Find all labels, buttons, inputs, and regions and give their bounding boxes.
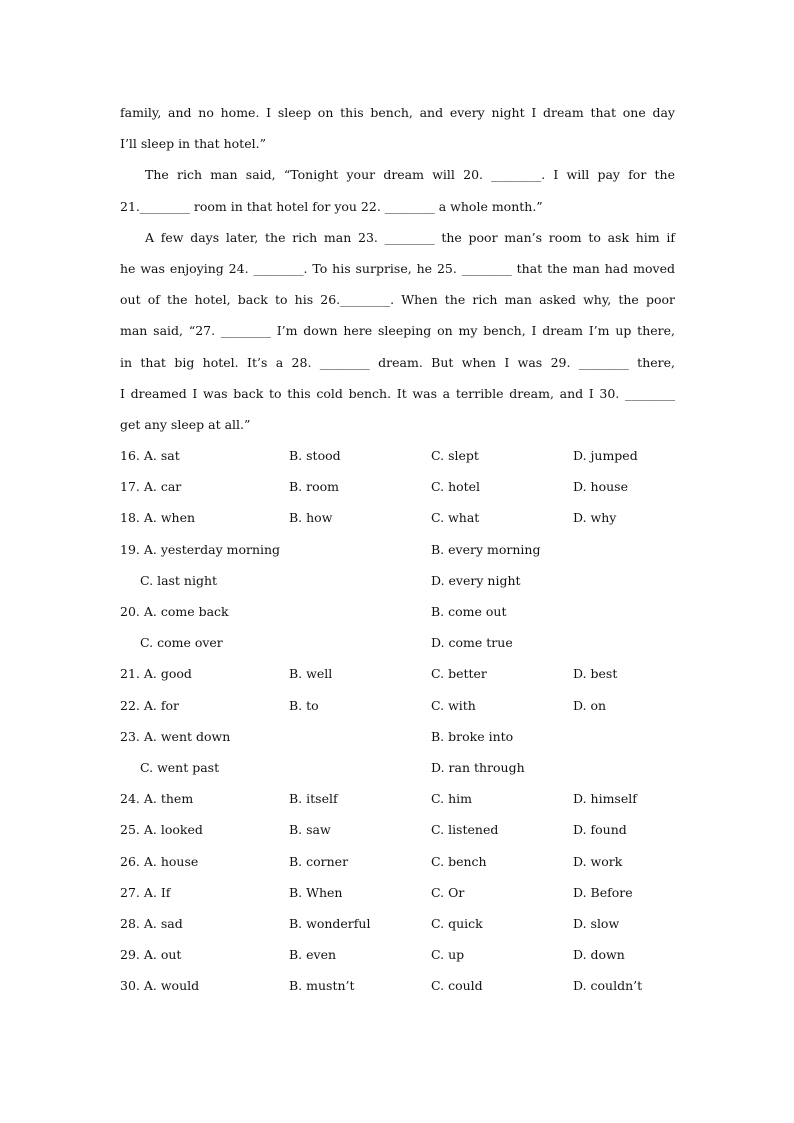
question-number: 28.: [120, 915, 140, 931]
question-option-d: D. himself: [573, 791, 637, 807]
question-option-d: D. found: [573, 822, 627, 838]
document-page: [120, 97, 675, 1001]
question-option-a: 24. A. them: [120, 791, 194, 807]
question-16: [120, 440, 675, 471]
question-25: [120, 814, 675, 845]
question-number: 16.: [120, 448, 140, 464]
question-21: [120, 658, 675, 689]
question-option-b: B. to: [289, 697, 319, 713]
question-option-c: C. could: [431, 978, 483, 994]
question-option-c: C. what: [431, 510, 480, 526]
question-option-d: D. couldn’t: [573, 978, 643, 994]
question-number: 21.: [120, 666, 140, 682]
question-19: [120, 534, 675, 565]
question-option-a: 27. A. If: [120, 884, 171, 900]
question-option-b: B. room: [289, 479, 340, 495]
question-23: [120, 721, 675, 752]
question-option-b: B. broke into: [431, 728, 514, 744]
question-option-d: D. come true: [431, 635, 513, 651]
question-option-d: D. ran through: [431, 759, 525, 775]
question-option-b: B. how: [289, 510, 333, 526]
question-option-c: C. quick: [431, 915, 483, 931]
question-list: [120, 440, 675, 1001]
question-17: [120, 471, 675, 502]
question-option-b: B. come out: [431, 604, 507, 619]
question-option-c: C. up: [431, 947, 465, 963]
question-option-d: D. slow: [573, 915, 620, 931]
question-option-c: C. bench: [431, 853, 487, 869]
passage-line: get any sleep at all.”: [120, 416, 251, 432]
question-22: [120, 690, 675, 721]
question-number: 27.: [120, 884, 140, 900]
question-24: [120, 783, 675, 814]
question-option-a: 25. A. looked: [120, 822, 203, 838]
question-option-d: D. Before: [573, 884, 633, 900]
question-option-d: D. jumped: [573, 448, 638, 464]
question-27: [120, 877, 675, 908]
question-option-a: 18. A. when: [120, 510, 196, 526]
question-option-c: C. slept: [431, 448, 479, 464]
question-option-b: B. itself: [289, 791, 338, 807]
question-26: [120, 846, 675, 877]
question-18: [120, 502, 675, 533]
question-19-continued: [120, 565, 675, 596]
question-option-a: 29. A. out: [120, 947, 182, 963]
question-option-d: D. why: [573, 510, 617, 526]
question-option-c: C. better: [431, 666, 487, 682]
question-option-d: D. on: [573, 697, 607, 713]
question-option-b: B. even: [289, 947, 337, 963]
question-option-c: C. come over: [140, 635, 223, 651]
question-option-c: C. listened: [431, 822, 499, 838]
passage-line: man said, “27. ________ I’m down here sleeping on my bench, I dream I’m up there,: [120, 323, 675, 339]
passage-line: family, and no home. I sleep on this bench, and every night I dream that one day: [120, 105, 675, 120]
question-20: [120, 596, 675, 627]
question-option-a: 21. A. good: [120, 666, 192, 682]
question-option-c: C. with: [431, 697, 476, 713]
question-number: 19.: [120, 541, 140, 557]
question-23-continued: [120, 752, 675, 783]
question-option-a: 20. A. come back: [120, 604, 229, 619]
question-option-d: D. every night: [431, 572, 521, 588]
question-option-d: D. work: [573, 853, 623, 869]
question-option-a: 17. A. car: [120, 479, 182, 495]
passage-line: in that big hotel. It’s a 28. ________ dream. But when I was 29. ________ there,: [120, 354, 675, 370]
question-30: [120, 970, 675, 1001]
passage: [120, 97, 675, 440]
question-option-a: 30. A. would: [120, 978, 200, 994]
question-option-b: B. When: [289, 884, 343, 900]
question-option-c: C. him: [431, 791, 472, 807]
question-number: 18.: [120, 510, 140, 526]
question-option-c: C. hotel: [431, 479, 481, 495]
question-option-b: B. stood: [289, 448, 341, 464]
question-28: [120, 908, 675, 939]
question-20-continued: [120, 627, 675, 658]
question-option-a: 23. A. went down: [120, 728, 231, 744]
question-option-a: 16. A. sat: [120, 448, 180, 464]
question-number: 25.: [120, 822, 140, 838]
question-number: 26.: [120, 853, 140, 869]
question-option-b: B. every morning: [431, 541, 541, 557]
question-number: 29.: [120, 947, 140, 963]
passage-line: A few days later, the rich man 23. ________ the poor man’s room to ask him if: [145, 229, 675, 245]
question-option-a: 26. A. house: [120, 853, 199, 869]
question-number: 30.: [120, 978, 140, 994]
question-option-b: B. mustn’t: [289, 978, 355, 994]
question-option-a: 19. A. yesterday morning: [120, 541, 281, 557]
question-number: 23.: [120, 728, 140, 744]
question-option-b: B. well: [289, 666, 333, 682]
question-option-c: C. Or: [431, 884, 465, 900]
question-option-b: B. wonderful: [289, 915, 371, 931]
question-number: 22.: [120, 697, 140, 713]
question-number: 20.: [120, 604, 140, 619]
question-option-a: 22. A. for: [120, 697, 179, 713]
passage-line: 21.________ room in that hotel for you 22. ________ a whole month.”: [120, 198, 543, 214]
question-option-c: C. last night: [140, 572, 218, 588]
passage-line: I’ll sleep in that hotel.”: [120, 136, 266, 152]
passage-line: out of the hotel, back to his 26.________. When the rich man asked why, the poor: [120, 292, 675, 308]
question-option-c: C. went past: [140, 759, 220, 775]
question-option-b: B. saw: [289, 822, 331, 838]
passage-line: I dreamed I was back to this cold bench. It was a terrible dream, and I 30. ________: [120, 385, 675, 401]
question-number: 24.: [120, 791, 140, 807]
question-option-b: B. corner: [289, 853, 349, 869]
question-29: [120, 939, 675, 970]
question-option-d: D. best: [573, 666, 618, 682]
question-option-d: D. down: [573, 947, 625, 963]
passage-line: he was enjoying 24. ________. To his surprise, he 25. ________ that the man had moved: [120, 260, 675, 276]
passage-line: The rich man said, “Tonight your dream will 20. ________. I will pay for the: [145, 167, 675, 183]
question-option-a: 28. A. sad: [120, 915, 183, 931]
question-number: 17.: [120, 479, 140, 495]
question-option-d: D. house: [573, 479, 628, 495]
